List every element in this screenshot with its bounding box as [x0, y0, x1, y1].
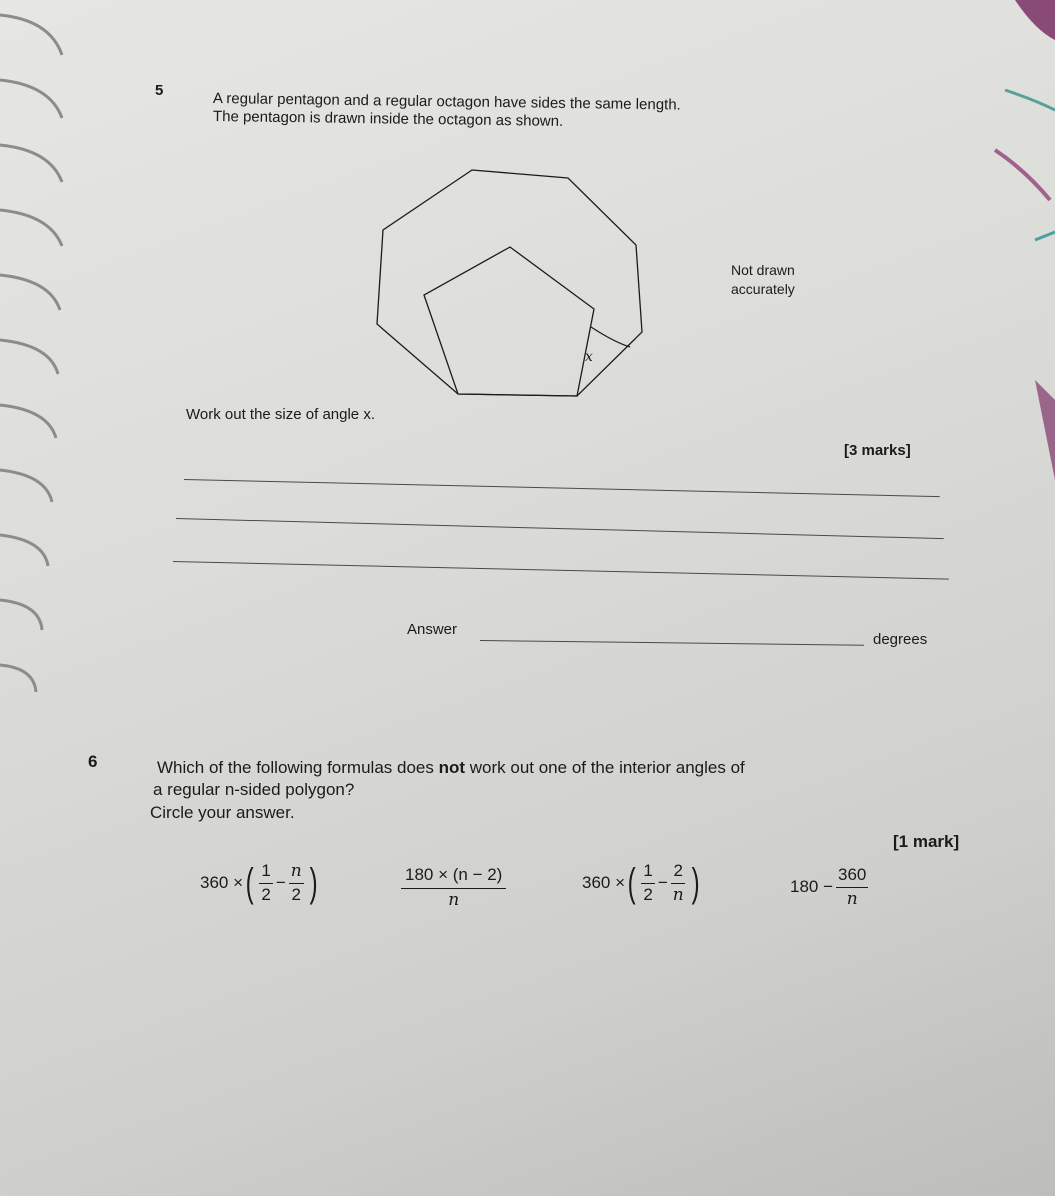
option-b-denominator: n: [448, 889, 460, 910]
answer-unit: degrees: [873, 631, 928, 648]
answer-line[interactable]: [480, 640, 864, 646]
option-d-numerator: 360: [836, 866, 868, 888]
option-b-fraction: [401, 866, 506, 909]
working-line-2: [176, 518, 944, 539]
option-b-numerator: 180 × (n − 2): [401, 866, 506, 889]
option-a-close-paren: ): [309, 861, 318, 906]
option-a-denominator-1: 2: [261, 884, 271, 904]
option-a-open-paren: (: [245, 861, 254, 906]
option-c-coefficient: 360 ×: [582, 873, 626, 893]
question-5-line-2: The pentagon is drawn inside the octagon as shown.: [212, 108, 564, 130]
option-c-numerator-1: 1: [641, 862, 654, 884]
option-a-coefficient: 360 ×: [200, 873, 244, 893]
formula-option-c[interactable]: [582, 862, 702, 904]
option-a-numerator-1: 1: [259, 862, 272, 884]
option-d-fraction: [836, 866, 868, 908]
pentagon-shape: [424, 247, 594, 396]
question-6-marks: [1 mark]: [893, 832, 960, 851]
not-drawn-note-line-1: Not drawn: [731, 262, 795, 278]
question-6-number: 6: [88, 752, 98, 771]
option-c-fraction-2: [671, 862, 686, 904]
formula-option-d[interactable]: [790, 866, 871, 908]
question-5-marks: [3 marks]: [844, 442, 911, 459]
answer-label: Answer: [407, 621, 458, 638]
question-6-line-1: [157, 758, 745, 778]
question-5-line-1: A regular pentagon and a regular octagon have sides the same length.: [212, 90, 681, 114]
option-c-close-paren: ): [691, 861, 700, 906]
not-drawn-note-line-2: accurately: [731, 281, 795, 297]
octagon-pentagon-diagram: [370, 165, 660, 405]
option-a-denominator-2: 2: [291, 884, 301, 904]
question-6-line-3: Circle your answer.: [150, 803, 295, 822]
option-c-fraction-1: [641, 862, 654, 904]
option-d-lead: 180 −: [790, 877, 834, 897]
option-c-operator: −: [657, 873, 668, 893]
spiral-binding: [0, 0, 70, 1196]
option-d-denominator: n: [846, 888, 858, 909]
option-c-numerator-2: 2: [671, 862, 684, 884]
formula-option-b[interactable]: [398, 866, 509, 909]
question-6-line-2: a regular n-sided polygon?: [153, 780, 355, 799]
formula-option-a[interactable]: [200, 862, 320, 904]
option-c-denominator-2: n: [672, 884, 684, 905]
working-line-3: [173, 561, 949, 580]
option-c-open-paren: (: [627, 861, 636, 906]
question-5-instruction: Work out the size of angle x.: [186, 406, 375, 423]
angle-x-label: x: [585, 349, 593, 365]
option-a-operator: −: [275, 873, 286, 893]
option-a-numerator-2: n: [289, 862, 304, 884]
working-line-1: [184, 479, 940, 497]
option-a-fraction-2: [289, 862, 304, 904]
octagon-shape: [377, 170, 642, 396]
question-5-number: 5: [155, 82, 164, 99]
background-decoration: [975, 0, 1055, 700]
option-c-denominator-1: 2: [643, 884, 653, 904]
angle-arc: [591, 327, 630, 347]
option-a-fraction-1: [259, 862, 272, 904]
question-6-emphasis: not: [438, 758, 466, 777]
question-6-line-1-start: Which of the following formulas does: [157, 758, 439, 777]
question-6-line-1-end: work out one of the interior angles of: [465, 758, 745, 777]
